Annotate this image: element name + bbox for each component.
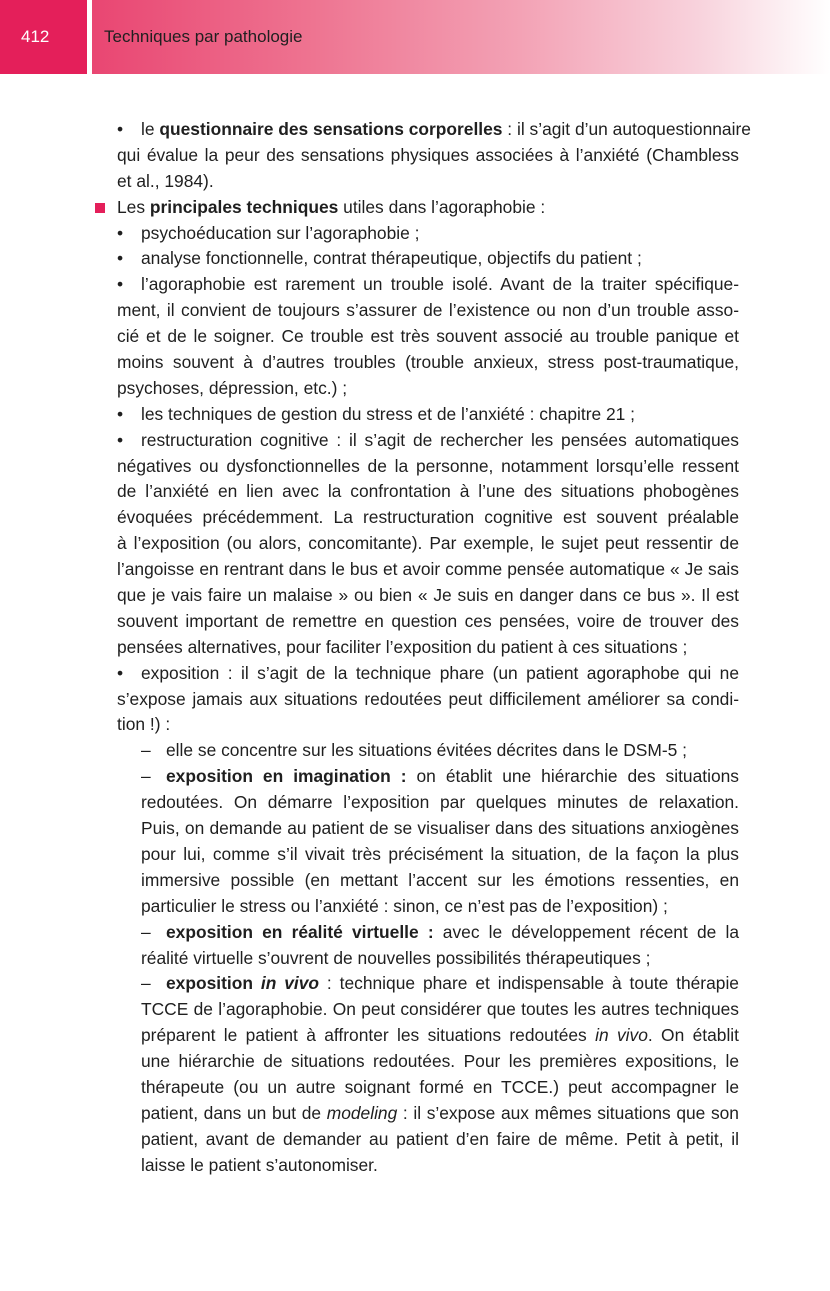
text-line: pour lui, comme s’il vivait très précisément la situation, de la façon la plus [141,843,739,864]
text-line: thérapeute (ou un autre soignant formé en TCCE.) peut accompagner le [141,1076,739,1097]
bullet-icon: • [117,248,124,269]
text-line: négatives ou dysfonctionnelles de la personne, notamment lorsqu’elle ressent [117,455,739,476]
text-line: patient, dans un but de modeling : il s’expose aux mêmes situations que son [141,1102,739,1123]
text-line: qui évalue la peur des sensations physiques associées à l’anxiété (Chambless [117,144,739,165]
dash-icon: – [141,740,151,761]
text-line: Les principales techniques utiles dans l’agoraphobie : [117,195,739,221]
text-line: • restructuration cognitive : il s’agit de rechercher les pensées automatiques [117,428,739,454]
dash-icon: – [141,766,151,787]
text-line: cié et de le soigner. Ce trouble est très souvent associé au trouble panique et [117,326,739,347]
page-number: 412 [0,0,87,74]
bullet-icon: • [117,119,124,139]
text-line: réalité virtuelle s’ouvrent de nouvelles possibilités thérapeutiques ; [141,947,651,968]
page-header [0,0,830,74]
text-line: laisse le patient s’autonomiser. [141,1154,378,1175]
text-line: particulier le stress ou l’anxiété : sinon, ce n’est pas de l’exposition) ; [141,895,668,916]
text-line: à l’exposition (ou alors, concomitante). Par exemple, le sujet peut ressentir de [117,533,739,554]
text-line: patient, avant de demander au patient d’en faire de même. Petit à petit, il [141,1128,739,1149]
text-line: psychoses, dépression, etc.) ; [117,377,348,398]
dash-icon: – [141,921,151,942]
page-body [117,117,751,1179]
text-line: • analyse fonctionnelle, contrat thérapeutique, objectifs du patient ; [117,246,739,272]
bullet-icon: • [117,662,124,683]
text-line: ment, il convient de toujours s’assurer de l’existence ou non d’un trouble asso- [117,300,739,321]
text-line: – exposition in vivo : technique phare et indispensable à toute thérapie [117,971,739,997]
text-line: – elle se concentre sur les situations évitées décrites dans le DSM-5 ; [117,738,739,764]
text-line: s’expose jamais aux situations redoutées peut difficilement améliorer sa condi- [117,688,739,709]
text-line: • l’agoraphobie est rarement un trouble isolé. Avant de la traiter spécifique- [117,272,739,298]
bullet-icon: • [117,274,124,295]
square-bullet-icon [95,203,105,213]
dash-icon: – [141,973,151,994]
text-line: préparent le patient à affronter les situations redoutées in vivo. On établit [141,1025,740,1046]
text-line: que je vais faire un malaise » ou bien « Je suis en danger dans ce bus ». Il est [117,585,739,606]
text-line: évoquées précédemment. La restructuration cognitive est souvent préalable [117,507,739,528]
text-line: • le questionnaire des sensations corporelles : il s’agit d’un autoquestionnaire [117,117,739,143]
text-line: souvent important de remettre en question ces pensées, voire de trouver des [117,610,739,631]
running-title: Techniques par pathologie [104,27,303,46]
bullet-icon: • [117,222,124,243]
header-band [92,0,830,74]
text-line: • les techniques de gestion du stress et de l’anxiété : chapitre 21 ; [117,402,739,428]
text-line: redoutées. On démarre l’exposition par quelques minutes de relaxation. [141,792,739,813]
text-line: moins souvent à d’autres troubles (trouble anxieux, stress post-traumatique, [117,352,739,373]
text-line: et al., 1984). [117,170,214,191]
text-line: • exposition : il s’agit de la technique phare (un patient agoraphobe qui ne [117,661,739,687]
bullet-icon: • [117,429,124,450]
bullet-icon: • [117,403,124,424]
text-line: – exposition en réalité virtuelle : avec le développement récent de la [117,920,739,946]
text-line: de l’anxiété en lien avec la confrontation à l’une des situations phobogènes [117,481,739,502]
text-line: – exposition en imagination : on établit une hiérarchie des situations [117,764,739,790]
text-line: TCCE de l’agoraphobie. On peut considérer que toutes les autres techniques [141,999,739,1020]
text-line: l’angoisse en rentrant dans le bus et avoir comme pensée automatique « Je sais [117,559,739,580]
text-line: pensées alternatives, pour faciliter l’exposition du patient à ces situations ; [117,636,688,657]
text-line: immersive possible (en mettant l’accent sur les émotions ressenties, en [141,869,739,890]
text-line: une hiérarchie de situations redoutées. Pour les premières expositions, le [141,1051,739,1072]
text-line: tion !) : [117,714,171,735]
text-line: Puis, on demande au patient de se visualiser dans des situations anxiogènes [141,818,739,839]
text-line: • psychoéducation sur l’agoraphobie ; [117,221,739,247]
